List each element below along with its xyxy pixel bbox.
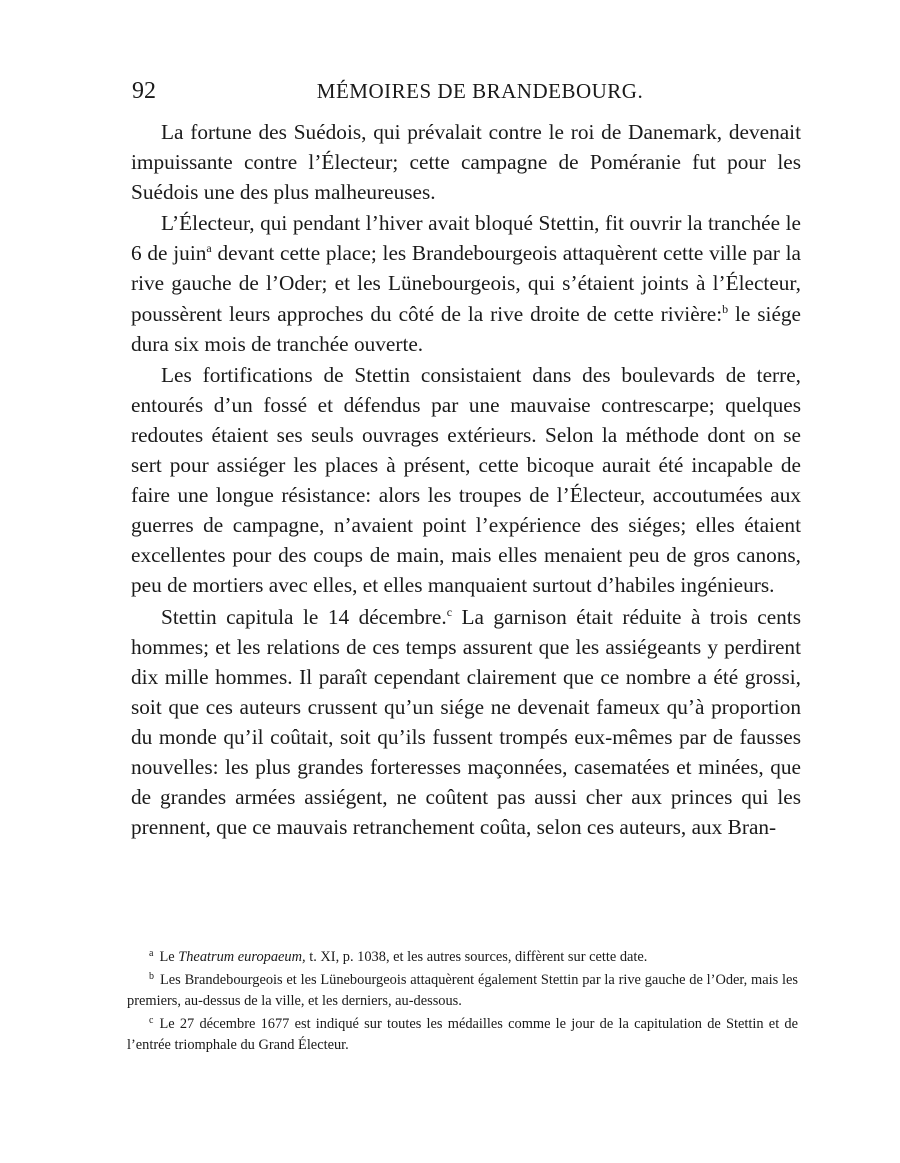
- footnotes: [127, 947, 798, 1056]
- paragraph-2-text-c: le siége dura six mois de tranchée ouverte.: [131, 301, 801, 356]
- footnote-c-text: Le 27 décembre 1677 est indiqué sur toutes les médailles comme le jour de la capitulation de Stettin et de l’entrée triomphale du Grand Électeur.: [127, 1016, 798, 1053]
- paragraph-2-text-a: L’Électeur, qui pendant l’hiver avait bloqué Stettin, fit ouvrir la tranchée le 6 de juin: [131, 211, 801, 266]
- footnote-b-mark: b: [149, 971, 154, 982]
- footnote-b-text: Les Brandebourgeois et les Lünebourgeois attaquèrent également Stettin par la rive gauche de l’Oder, mais les premiers, au-dessus de la ville, et les derniers, au-dessous.: [127, 972, 798, 1009]
- footnote-c-mark: c: [149, 1015, 154, 1026]
- footnote-a-lead: Le: [159, 949, 179, 965]
- footnote-ref-b: b: [722, 301, 729, 316]
- page-title: MÉMOIRES DE BRANDEBOURG.: [316, 79, 644, 103]
- footnote-c: [127, 1014, 798, 1056]
- footnote-a-work-title: Theatrum europaeum,: [178, 949, 306, 965]
- footnote-b: [127, 970, 798, 1012]
- paragraph-2: [131, 208, 801, 358]
- footnote-ref-a: a: [206, 241, 212, 256]
- paragraph-4: [131, 602, 801, 843]
- page-number: 92: [132, 78, 156, 104]
- body-text: [131, 117, 801, 842]
- footnote-a-mark: a: [149, 948, 154, 959]
- running-head: [130, 76, 800, 106]
- paragraph-4-text-b: La garnison était réduite à trois cents hommes; et les relations de ces temps assurent que les assiégeants y perdirent dix mille hommes. Il paraît cependant clairement que ce nombre a été grossi, soit que ces auteurs crussent qu’un siége ne devenait fameux qu’à proportion du monde qu’il coûtait, soit qu’ils fussent trompés eux-mêmes par de fausses nouvelles: les plus grandes forteresses maçonnées, casematées et minées, que de grandes armées assiégent, ne coûtent pas aussi cher aux princes qui les prennent, que ce mauvais retranchement coûta, selon ces auteurs, aux Bran-: [131, 604, 802, 840]
- paragraph-2-text-b: devant cette place; les Brandebourgeois attaquèrent cette ville par la rive gauche de l’Oder; et les Lünebourgeois, qui s’étaient joints à l’Électeur, poussèrent leurs approches du côté de la rive droite de cette rivière:: [131, 241, 801, 326]
- footnote-a-text: t. XI, p. 1038, et les autres sources, diffèrent sur cette date.: [305, 949, 648, 965]
- paragraph-1: La fortune des Suédois, qui prévalait contre le roi de Danemark, devenait impuissante contre l’Électeur; cette campagne de Poméranie fut pour les Suédois une des plus malheureuses.: [131, 120, 801, 205]
- footnote-ref-c: c: [446, 604, 453, 619]
- paragraph-3: Les fortifications de Stettin consistaient dans des boulevards de terre, entourés d’un fossé et défendus par une mauvaise contrescarpe; quelques redoutes étaient ses seuls ouvrages extérieurs. Selon la méthode dont on se sert pour assiéger les places à présent, cette bicoque aurait été incapable de faire une longue résistance: alors les troupes de l’Électeur, accoutumées aux guerres de campagne, n’avaient point l’expérience des siéges; elles étaient excellentes pour des coups de main, mais elles menaient peu de gros canons, peu de mortiers avec elles, et elles manquaient surtout d’habiles ingénieurs.: [131, 362, 801, 598]
- footnote-a: [127, 947, 798, 968]
- paragraph-4-text-a: Stettin capitula le 14 décembre.: [161, 604, 447, 629]
